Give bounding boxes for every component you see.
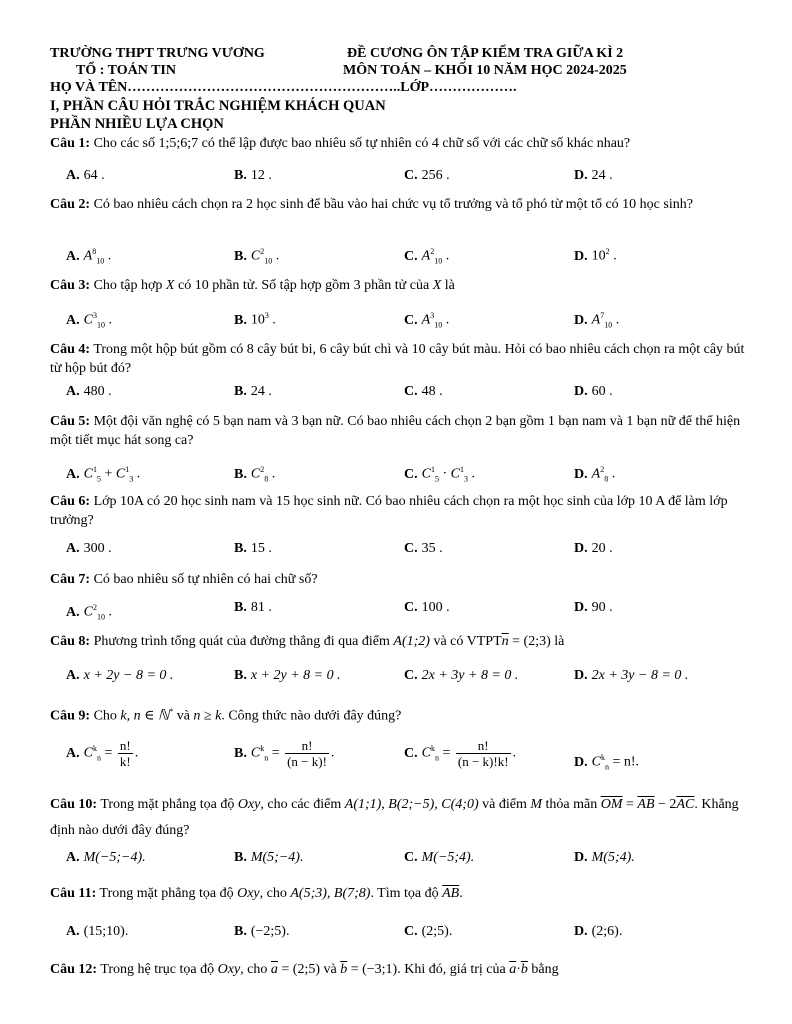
q8-option-a: A. x + 2y − 8 = 0 . — [66, 668, 174, 683]
department: TỔ : TOÁN TIN — [76, 63, 176, 78]
q3-option-a: A. $C^3_{10}$ . — [66, 311, 112, 330]
q10-option-c: C. M(−5;4). — [404, 850, 475, 865]
q6-option-a: A. 300 . — [66, 541, 112, 556]
q8-option-b: B. x + 2y + 8 = 0 . — [234, 668, 341, 683]
q10-option-d: D. M(5;4). — [574, 850, 635, 865]
q6-option-d: D. 20 . — [574, 541, 613, 556]
q9-option-d: D. $C^k_n = n$!. — [574, 753, 640, 772]
q4-option-d: D. 60 . — [574, 384, 613, 399]
q6-option-c: C. 35 . — [404, 541, 443, 556]
q8-option-c: C. 2x + 3y + 8 = 0 . — [404, 668, 519, 683]
q5-option-d: D. $A^2_8$ . — [574, 465, 616, 484]
q7-option-a: A. $C^2_{10}$ . — [66, 603, 112, 622]
question-7: Câu 7: Có bao nhiêu số tự nhiên có hai chữ số? — [50, 572, 318, 587]
q11-option-a: A. (15;10). — [66, 924, 129, 939]
question-5: Câu 5: Một đội văn nghệ có 5 bạn nam và 3 bạn nữ. Có bao nhiêu cách chọn 2 bạn gồm 1 bạn nam và 1 bạn nữ để thể hiện một tiết mục hát song ca? — [50, 414, 741, 448]
question-8: Câu 8: Phương trình tổng quát của đường thẳng đi qua điểm A(1;2) và có $VTPT\overline{n}$ = (2;3) là — [50, 634, 565, 649]
q1-option-d: D. 24 . — [574, 168, 613, 183]
question-4: Câu 4: Trong một hộp bút gồm có 8 cây bút bi, 6 cây bút chì và 10 cây bút màu. Hỏi có bao nhiêu cách chọn ra một cây bút từ hộp bút đó? — [50, 342, 745, 376]
q9-option-a: A. $C^k_n$ = $\frac{n!}{k!}$ . — [66, 738, 139, 769]
q2-option-a: A. $A^8_{10}$ . — [66, 247, 112, 266]
question-1: Câu 1: Cho các số 1;5;6;7 có thể lập được bao nhiêu số tự nhiên có 4 chữ số với các chữ số khác nhau? — [50, 136, 631, 151]
exam-title: ĐỀ CƯƠNG ÔN TẬP KIỂM TRA GIỮA KÌ 2 — [347, 46, 624, 61]
q5-option-c: C. $C^1_5 \cdot C^1_3$ . — [404, 465, 475, 484]
name-class-line: HỌ VÀ TÊN…………………………………………………..LỚP………………. — [50, 80, 517, 95]
q3-option-b: B. $10^3$ . — [234, 311, 276, 328]
school-name: TRƯỜNG THPT TRƯNG VƯƠNG — [50, 46, 265, 61]
q2-option-d: D. $10^2$ . — [574, 247, 617, 264]
q11-option-c: C. (2;5). — [404, 924, 453, 939]
q7-option-d: D. 90 . — [574, 600, 613, 615]
question-11: Câu 11: Trong mặt phẳng tọa độ Oxy, cho A(5;3), B(7;8). Tìm tọa độ $\overline{AB}$. — [50, 886, 463, 901]
q2-option-b: B. $C^2_{10}$ . — [234, 247, 280, 266]
q7-option-b: B. 81 . — [234, 600, 272, 615]
q3-option-d: D. $A^7_{10}$ . — [574, 311, 620, 330]
q6-option-b: B. 15 . — [234, 541, 272, 556]
q1-option-a: A. 64 . — [66, 168, 105, 183]
q7-option-c: C. 100 . — [404, 600, 450, 615]
q4-option-c: C. 48 . — [404, 384, 443, 399]
q10-option-a: A. M(−5;−4). — [66, 850, 146, 865]
q1-option-b: B. 12 . — [234, 168, 272, 183]
question-12: Câu 12: Trong hệ trục tọa độ Oxy, cho $\overline{a}$ = (2;5) và $\overline{b}$ = (−3;1). Khi đó, giá trị của $\overline{a}\cdot\overline{b}$ bằng — [50, 962, 559, 977]
subpart-heading: PHẦN NHIỀU LỰA CHỌN — [50, 116, 224, 132]
q4-option-a: A. 480 . — [66, 384, 112, 399]
q2-option-c: C. $A^2_{10}$ . — [404, 247, 450, 266]
q1-option-c: C. 256 . — [404, 168, 450, 183]
q11-option-b: B. (−2;5). — [234, 924, 290, 939]
q8-option-d: D. 2x + 3y − 8 = 0 . — [574, 668, 689, 683]
question-6: Câu 6: Lớp 10A có 20 học sinh nam và 15 học sinh nữ. Có bao nhiêu cách chọn ra một học sinh của lớp 10 A để làm lớp trưởng? — [50, 494, 728, 528]
q9-option-b: B. $C^k_n$ = $\frac{n!}{(n - k)!}$ . — [234, 738, 335, 769]
subject-line: MÔN TOÁN – KHỐI 10 NĂM HỌC 2024-2025 — [343, 63, 627, 78]
question-2: Câu 2: Có bao nhiêu cách chọn ra 2 học sinh để bầu vào hai chức vụ tổ trưởng và tổ phó từ một tổ có 10 học sinh? — [50, 197, 693, 212]
q4-option-b: B. 24 . — [234, 384, 272, 399]
question-9: Câu 9: Cho k, n ∈ ℕ* và n ≥ k. Công thức nào dưới đây đúng? — [50, 707, 402, 724]
question-10: Câu 10: Trong mặt phẳng tọa độ Oxy, cho các điểm A(1;1), B(2;−5), C(4;0) và điểm M thỏa mãn $\overline{OM} = \overline{AB} - 2\overline{AC}$. Khẳng định nào dưới đây đúng? — [50, 797, 739, 838]
q5-option-b: B. $C^2_8$ . — [234, 465, 276, 484]
q9-option-c: C. $C^k_n$ = $\frac{n!}{(n - k)!k!}$ . — [404, 738, 517, 769]
part-heading: I, PHẦN CÂU HỎI TRẮC NGHIỆM KHÁCH QUAN — [50, 98, 386, 114]
question-3: Câu 3: Cho tập hợp X có 10 phần tử. Số tập hợp gồm 3 phần tử của X là — [50, 278, 455, 293]
q5-option-a: A. $C^1_5 + C^1_3$ . — [66, 465, 141, 484]
q3-option-c: C. $A^3_{10}$ . — [404, 311, 450, 330]
q11-option-d: D. (2;6). — [574, 924, 623, 939]
q10-option-b: B. M(5;−4). — [234, 850, 304, 865]
